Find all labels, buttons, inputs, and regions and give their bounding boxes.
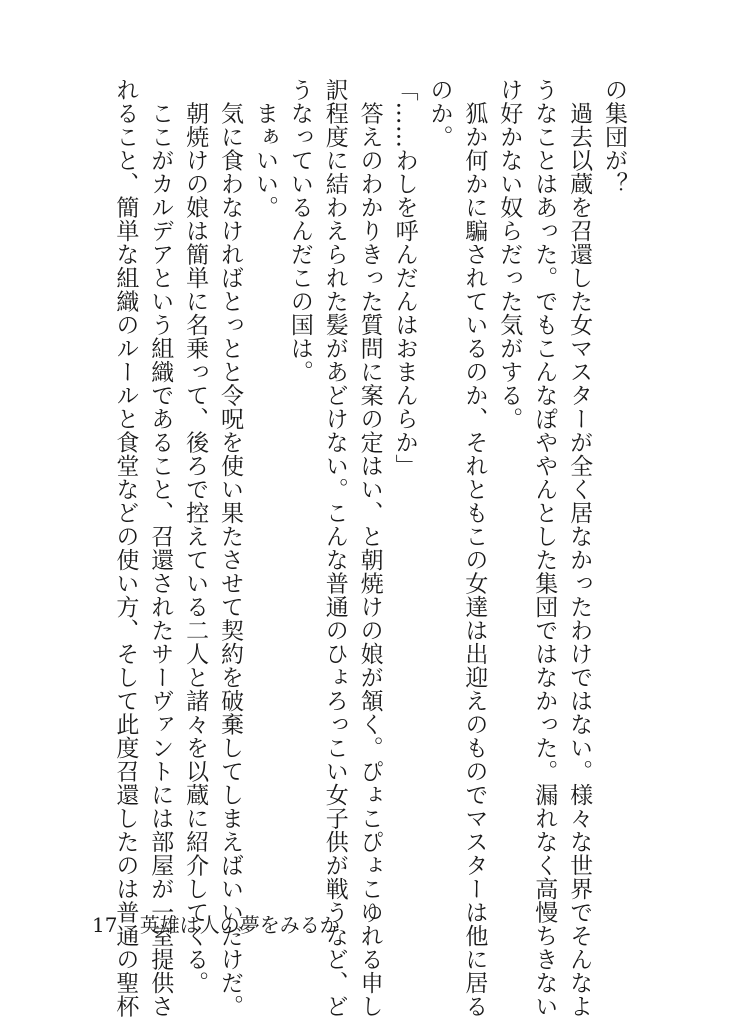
text-line: 狐か何かに騙されているのか、それともこの女達は出迎えのものでマスターは他に居る	[461, 78, 488, 1018]
text-line: 過去以蔵を召還した女マスターが全く居なかったわけではない。様々な世界でそんなよ	[566, 78, 593, 1018]
text-line: ここがカルデアという組織であること、召還されたサーヴァントには部屋が一室提供さ	[147, 78, 174, 1018]
page-footer	[92, 912, 340, 938]
text-line: 答えのわかりきった質問に案の定はい、と朝焼けの娘が頷く。ぴょこぴょこゆれる申し	[356, 78, 383, 1018]
text-line: 気に食わなければとっとと令呪を使い果たさせて契約を破棄してしまえばいいだけだ。	[217, 78, 244, 1018]
page-number: 17	[92, 913, 118, 937]
text-line: れること、簡単な組織のルールと食堂などの使い方、そして此度召還したのは普通の聖杯	[112, 78, 139, 1018]
text-line: の集団が？	[601, 78, 627, 196]
text-line: うなことはあった。でもこんなぽややんとした集団ではなかった。漏れなく高慢ちきない	[531, 78, 558, 1018]
text-line: 朝焼けの娘は簡単に名乗って、後ろで控えている二人と諸々を以蔵に紹介してくる。	[182, 78, 209, 995]
text-line: まぁいい。	[251, 78, 278, 219]
text-line: のか。	[426, 78, 453, 149]
text-line: 訳程度に結わえられた髪があどけない。こんな普通のひょろっこい女子供が戦うなど、ど	[321, 78, 348, 1018]
text-line: うなっているんだこの国は。	[286, 78, 313, 384]
text-line: け好かない奴らだった気がする。	[496, 78, 523, 431]
text-line: 「……わしを呼んだんはおまんらか」	[391, 78, 418, 478]
book-title: 英雄は人の夢をみるか	[139, 913, 340, 937]
